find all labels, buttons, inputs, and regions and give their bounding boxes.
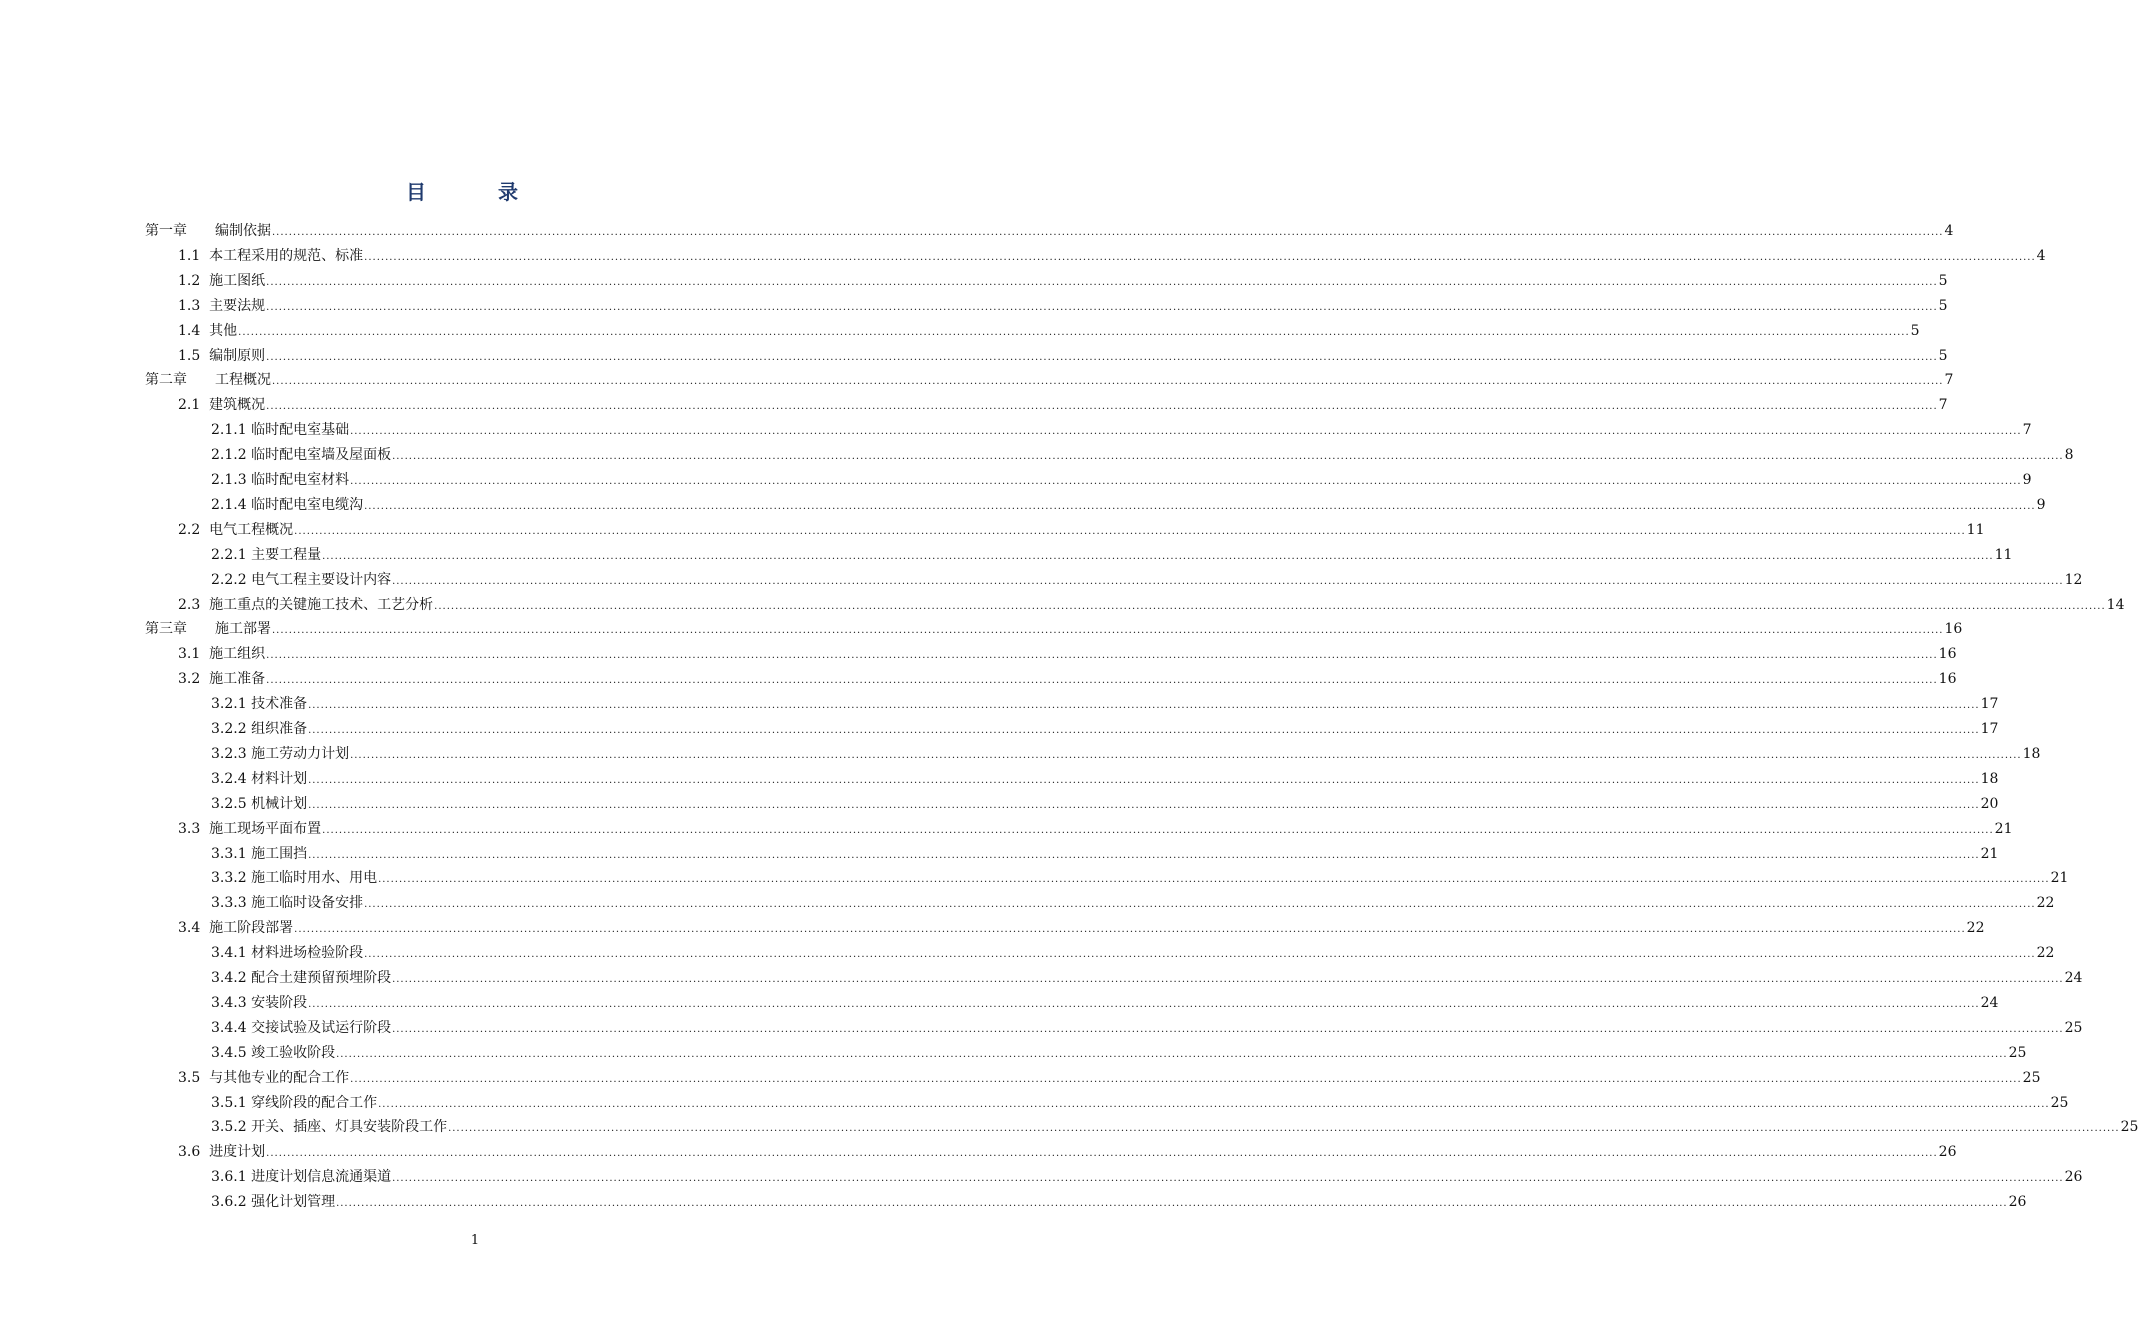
toc-entry-label: 3.5.2 开关、插座、灯具安装阶段工作 (211, 1119, 448, 1136)
toc-entry-label: 3.4.1 材料进场检验阶段 (211, 945, 364, 962)
toc-dot-leader: ................................................................................................................................................................................................................................................................................................................................................................................................................ (378, 1098, 2050, 1110)
toc-entry-page: 18 (2022, 745, 2041, 762)
toc-entry-label: 2.2 电气工程概况 (178, 521, 294, 538)
toc-entry[interactable] (178, 243, 2046, 265)
toc-entry-label: 3.2 施工准备 (178, 671, 266, 688)
toc-entry-page: 25 (2120, 1119, 2138, 1136)
toc-dot-leader: ................................................................................................................................................................................................................................................................................................................................................................................................................ (272, 625, 1944, 637)
toc-entry-label: 3.4.5 竣工验收阶段 (211, 1044, 336, 1061)
toc-entry[interactable] (211, 766, 1999, 788)
toc-dot-leader: ................................................................................................................................................................................................................................................................................................................................................................................................................ (294, 525, 1966, 537)
toc-entry[interactable] (211, 542, 2013, 564)
toc-dot-leader: ................................................................................................................................................................................................................................................................................................................................................................................................................ (238, 326, 1910, 338)
toc-entry-page: 4 (1944, 223, 1954, 239)
toc-entry[interactable] (211, 791, 1999, 813)
toc-entry-page: 14 (2106, 596, 2125, 613)
toc-entry[interactable] (211, 1090, 2069, 1112)
toc-dot-leader: ................................................................................................................................................................................................................................................................................................................................................................................................................ (350, 426, 2022, 438)
toc-entry[interactable] (178, 915, 1985, 937)
toc-entry-label: 2.1.1 临时配电室基础 (211, 422, 350, 439)
toc-entry-page: 25 (2064, 1019, 2083, 1036)
toc-entry[interactable] (211, 1015, 2083, 1037)
toc-entry-label: 3.3 施工现场平面布置 (178, 820, 322, 837)
toc-entry[interactable] (211, 442, 2074, 464)
toc-entry-page: 22 (2036, 895, 2055, 912)
toc-entry[interactable] (211, 417, 2032, 439)
toc-dot-leader: ................................................................................................................................................................................................................................................................................................................................................................................................................ (266, 675, 1938, 687)
toc-entry[interactable] (178, 293, 1948, 315)
toc-dot-leader: ................................................................................................................................................................................................................................................................................................................................................................................................................ (294, 924, 1966, 936)
toc-dot-leader: ................................................................................................................................................................................................................................................................................................................................................................................................................ (392, 974, 2064, 985)
toc-dot-leader: ................................................................................................................................................................................................................................................................................................................................................................................................................ (308, 849, 1980, 861)
toc-entry-label: 3.2.1 技术准备 (211, 696, 308, 713)
toc-entry-page: 25 (2008, 1044, 2027, 1061)
toc-dot-leader: ................................................................................................................................................................................................................................................................................................................................................................................................................ (392, 451, 2064, 463)
page-number: 1 (470, 1233, 480, 1248)
toc-entry[interactable] (211, 1164, 2083, 1186)
toc-entry[interactable] (178, 592, 2125, 614)
toc-entry[interactable] (211, 965, 2083, 987)
toc-dot-leader: ................................................................................................................................................................................................................................................................................................................................................................................................................ (378, 874, 2050, 886)
toc-entry-label: 3.3.3 施工临时设备安排 (211, 895, 364, 912)
toc-entry[interactable] (145, 367, 1954, 389)
toc-entry-label: 2.1.4 临时配电室电缆沟 (211, 496, 364, 513)
toc-dot-leader: ................................................................................................................................................................................................................................................................................................................................................................................................................ (266, 301, 1938, 313)
toc-entry[interactable] (178, 641, 1957, 663)
toc-entry-page: 11 (1994, 546, 2013, 563)
toc-dot-leader: ................................................................................................................................................................................................................................................................................................................................................................................................................ (350, 476, 2022, 487)
toc-entry-page: 24 (2064, 970, 2083, 986)
toc-entry-page: 16 (1944, 621, 1963, 638)
toc-title: 目 录 (406, 180, 544, 204)
toc-entry[interactable] (211, 990, 1999, 1012)
toc-entry-label: 3.4.2 配合土建预留预埋阶段 (211, 970, 392, 986)
toc-entry[interactable] (211, 865, 2069, 887)
toc-dot-leader: ................................................................................................................................................................................................................................................................................................................................................................................................................ (308, 774, 1980, 786)
toc-entry-label: 3.6.1 进度计划信息流通渠道 (211, 1169, 392, 1186)
toc-dot-leader: ................................................................................................................................................................................................................................................................................................................................................................................................................ (266, 351, 1938, 363)
toc-entry-label: 2.1.3 临时配电室材料 (211, 472, 350, 488)
toc-entry[interactable] (211, 890, 2055, 912)
toc-entry-label: 1.3 主要法规 (178, 297, 266, 314)
toc-entry-label: 3.6.2 强化计划管理 (211, 1194, 336, 1211)
toc-entry-page: 21 (2050, 870, 2069, 887)
toc-entry-label: 1.1 本工程采用的规范、标准 (178, 247, 364, 264)
toc-entry[interactable] (178, 816, 2013, 838)
toc-dot-leader: ................................................................................................................................................................................................................................................................................................................................................................................................................ (364, 251, 2036, 263)
toc-entry-label: 3.5.1 穿线阶段的配合工作 (211, 1094, 378, 1111)
toc-dot-leader: ................................................................................................................................................................................................................................................................................................................................................................................................................ (392, 1173, 2064, 1185)
toc-entry-page: 9 (2022, 472, 2032, 488)
toc-dot-leader: ................................................................................................................................................................................................................................................................................................................................................................................................................ (266, 1148, 1938, 1160)
toc-entry-page: 7 (2022, 422, 2032, 439)
toc-entry[interactable] (211, 1114, 2138, 1136)
toc-dot-leader: ................................................................................................................................................................................................................................................................................................................................................................................................................ (350, 1073, 2022, 1085)
toc-dot-leader: ................................................................................................................................................................................................................................................................................................................................................................................................................ (308, 700, 1980, 712)
toc-entry[interactable] (211, 1040, 2027, 1062)
toc-entry-label: 3.4 施工阶段部署 (178, 920, 294, 937)
toc-entry-page: 12 (2064, 571, 2083, 588)
toc-entry-label: 2.2.2 电气工程主要设计内容 (211, 571, 392, 588)
toc-entry-page: 17 (1980, 721, 1999, 737)
toc-entry-label: 3.3.1 施工围挡 (211, 845, 308, 862)
toc-dot-leader: ................................................................................................................................................................................................................................................................................................................................................................................................................ (392, 575, 2064, 587)
toc-dot-leader: ................................................................................................................................................................................................................................................................................................................................................................................................................ (364, 500, 2036, 512)
toc-dot-leader: ................................................................................................................................................................................................................................................................................................................................................................................................................ (322, 550, 1994, 562)
toc-entry-page: 5 (1938, 347, 1948, 364)
toc-entry-page: 5 (1938, 272, 1948, 289)
toc-dot-leader: ................................................................................................................................................................................................................................................................................................................................................................................................................ (392, 1023, 2064, 1035)
toc-entry-page: 25 (2050, 1094, 2069, 1111)
toc-entry-page: 17 (1980, 696, 1999, 713)
toc-entry-page: 25 (2022, 1069, 2041, 1086)
toc-dot-leader: ................................................................................................................................................................................................................................................................................................................................................................................................................ (322, 824, 1994, 836)
toc-entry-page: 11 (1966, 521, 1985, 538)
toc-entry-label: 3.1 施工组织 (178, 646, 266, 663)
toc-dot-leader: ................................................................................................................................................................................................................................................................................................................................................................................................................ (272, 227, 1944, 238)
toc-entry-page: 22 (2036, 945, 2055, 962)
toc-entry-page: 22 (1966, 920, 1985, 937)
toc-entry-label: 3.6 进度计划 (178, 1144, 266, 1161)
toc-entry-label: 2.1.2 临时配电室墙及屋面板 (211, 447, 392, 464)
toc-entry[interactable] (178, 318, 1920, 340)
toc-entry-label: 3.2.2 组织准备 (211, 721, 308, 737)
toc-entry-label: 3.2.5 机械计划 (211, 795, 308, 812)
toc-dot-leader: ................................................................................................................................................................................................................................................................................................................................................................................................................ (434, 600, 2106, 612)
toc-entry[interactable] (178, 1139, 1957, 1161)
toc-dot-leader: ................................................................................................................................................................................................................................................................................................................................................................................................................ (272, 376, 1944, 388)
toc-dot-leader: ................................................................................................................................................................................................................................................................................................................................................................................................................ (266, 401, 1938, 413)
toc-entry-label: 3.3.2 施工临时用水、用电 (211, 870, 378, 887)
toc-entry[interactable] (211, 940, 2055, 962)
toc-entry[interactable] (211, 716, 1999, 738)
toc-entry[interactable] (211, 741, 2041, 763)
toc-entry-page: 8 (2064, 447, 2074, 464)
toc-entry-page: 9 (2036, 496, 2046, 513)
toc-entry-label: 3.4.3 安装阶段 (211, 994, 308, 1011)
toc-entry[interactable] (211, 467, 2032, 489)
toc-entry[interactable] (178, 666, 1957, 688)
toc-entry-label: 1.4 其他 (178, 322, 238, 339)
toc-entry-label: 2.3 施工重点的关键施工技术、工艺分析 (178, 596, 434, 613)
toc-dot-leader: ................................................................................................................................................................................................................................................................................................................................................................................................................ (308, 998, 1980, 1010)
toc-dot-leader: ................................................................................................................................................................................................................................................................................................................................................................................................................ (448, 1123, 2120, 1135)
toc-entry[interactable] (178, 343, 1948, 365)
toc-entry[interactable] (211, 1189, 2027, 1211)
toc-entry[interactable] (211, 691, 1999, 713)
toc-entry-page: 24 (1980, 994, 1999, 1011)
toc-entry[interactable] (211, 492, 2046, 514)
toc-entry-page: 20 (1980, 795, 1999, 812)
toc-dot-leader: ................................................................................................................................................................................................................................................................................................................................................................................................................ (266, 650, 1938, 662)
toc-entry-label: 1.5 编制原则 (178, 347, 266, 364)
toc-entry-page: 4 (2036, 247, 2046, 264)
toc-entry-label: 3.5 与其他专业的配合工作 (178, 1069, 350, 1086)
toc-dot-leader: ................................................................................................................................................................................................................................................................................................................................................................................................................ (364, 949, 2036, 961)
toc-entry[interactable] (211, 841, 1999, 863)
toc-entry-page: 26 (2064, 1169, 2083, 1186)
toc-entry[interactable] (178, 268, 1948, 290)
toc-entry-label: 第一章 编制依据 (145, 223, 271, 239)
toc-entry[interactable] (145, 218, 1954, 240)
toc-entry-label: 2.2.1 主要工程量 (211, 546, 322, 563)
toc-entry-page: 18 (1980, 770, 1999, 787)
toc-dot-leader: ................................................................................................................................................................................................................................................................................................................................................................................................................ (266, 276, 1938, 288)
toc-entry-page: 16 (1938, 671, 1957, 688)
toc-entry-page: 16 (1938, 646, 1957, 663)
toc-entry-page: 21 (1994, 820, 2013, 837)
toc-entry-label: 3.2.3 施工劳动力计划 (211, 745, 350, 762)
toc-entry-page: 21 (1980, 845, 1999, 862)
toc-entry-page: 26 (2008, 1194, 2027, 1211)
toc-dot-leader: ................................................................................................................................................................................................................................................................................................................................................................................................................ (336, 1048, 2008, 1060)
toc-entry-page: 5 (1910, 322, 1920, 339)
toc-dot-leader: ................................................................................................................................................................................................................................................................................................................................................................................................................ (350, 749, 2022, 761)
toc-entry-page: 7 (1944, 372, 1954, 389)
toc-entry-label: 第二章 工程概况 (145, 372, 271, 389)
toc-dot-leader: ................................................................................................................................................................................................................................................................................................................................................................................................................ (336, 1198, 2008, 1210)
toc-entry[interactable] (178, 517, 1985, 539)
toc-entry-label: 3.2.4 材料计划 (211, 770, 308, 787)
toc-entry[interactable] (178, 392, 1948, 414)
toc-entry-page: 26 (1938, 1144, 1957, 1161)
toc-dot-leader: ................................................................................................................................................................................................................................................................................................................................................................................................................ (308, 799, 1980, 811)
toc-entry[interactable] (211, 567, 2083, 589)
toc-entry-page: 7 (1938, 397, 1948, 414)
toc-entry[interactable] (145, 616, 1963, 638)
toc-entry-page: 5 (1938, 297, 1948, 314)
toc-entry[interactable] (178, 1065, 2041, 1087)
toc-entry-label: 2.1 建筑概况 (178, 397, 266, 414)
toc-entry-label: 第三章 施工部署 (145, 621, 271, 638)
toc-dot-leader: ................................................................................................................................................................................................................................................................................................................................................................................................................ (308, 725, 1980, 736)
toc-dot-leader: ................................................................................................................................................................................................................................................................................................................................................................................................................ (364, 899, 2036, 911)
toc-entry-label: 3.4.4 交接试验及试运行阶段 (211, 1019, 392, 1036)
toc-entry-label: 1.2 施工图纸 (178, 272, 266, 289)
